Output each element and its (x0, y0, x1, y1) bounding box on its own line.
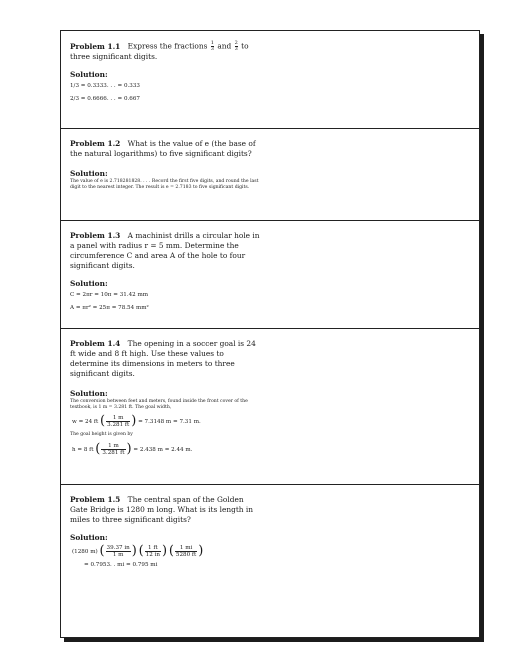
problem-statement: Problem 1.4 The opening in a soccer goal is 24 ft wide and 8 ft high. Use these values to determine its dimensions in meters to three significant digits. (70, 339, 256, 378)
solution-text: The conversion between feet and meters, found inside the front cover of the textbook, is 1 m = 3.281 ft. The goal width, (70, 399, 248, 411)
problem-statement: Problem 1.1 Express the fractions $\frac{1}{3}$ and $\frac{2}{3}$ to three significant digits. (70, 40, 249, 61)
equation-line: A = πr² = 25π = 78.54 mm² (70, 305, 149, 311)
solution-text: The goal height is given by (70, 432, 133, 438)
problem-1-1 (61, 31, 479, 129)
document-page (60, 30, 480, 638)
problem-1-5 (61, 485, 479, 637)
conversion-equation: (1280 m) ( $\frac{39.37 in}{1 m}$ ) ( $\frac{1 ft}{12 in}$ ) ( $\frac{1 mi}{5280 ft}$ ) (72, 543, 204, 559)
problem-label: Problem 1.3 (70, 231, 121, 240)
equation-line: C = 2πr = 10π = 31.42 mm (70, 292, 149, 298)
problem-label: Problem 1.1 (70, 41, 121, 51)
problem-1-2 (61, 129, 479, 221)
solution-heading: Solution: (70, 169, 108, 178)
problem-label: Problem 1.5 (70, 495, 121, 504)
fraction-two-thirds: $\frac{2}{3}$ (234, 40, 238, 52)
problem-1-4 (61, 329, 479, 485)
problem-1-3 (61, 221, 479, 329)
solution-heading: Solution: (70, 279, 108, 288)
fraction-one-third: $\frac{1}{3}$ (210, 40, 214, 52)
solution-heading: Solution: (70, 533, 108, 542)
solution-heading: Solution: (70, 70, 108, 79)
problem-label: Problem 1.4 (70, 339, 121, 348)
solution-heading: Solution: (70, 389, 108, 398)
equation-line: 2/3 = 0.6666. . . = 0.667 (70, 96, 140, 102)
solution-text: The value of e is 2.718281828. . . . Record the first five digits, and round the last digit to the nearest integer. The result is e = 2.7183 to five significant digits. (70, 179, 259, 191)
problem-statement: Problem 1.3 A machinist drills a circular hole in a panel with radius r = 5 mm. Determine the circumference C and area A of the hole to four significant digits. (70, 231, 260, 270)
equation-result: = 0.7953. . mi = 0.795 mi (84, 562, 158, 568)
width-equation: w = 24 ft ( $\frac{1 m}{3.281 ft}$ ) = 7.3148 m = 7.31 m. (72, 413, 201, 429)
equation-line: 1/3 = 0.3333. . . = 0.333 (70, 83, 140, 89)
problem-statement: Problem 1.5 The central span of the Golden Gate Bridge is 1280 m long. What is its length in miles to three significant digits? (70, 495, 254, 524)
problem-statement: Problem 1.2 What is the value of e (the base of the natural logarithms) to five significant digits? (70, 139, 256, 158)
height-equation: h = 8 ft ( $\frac{1 m}{3.281 ft}$ ) = 2.438 m = 2.44 m. (72, 441, 193, 457)
problem-label: Problem 1.2 (70, 139, 121, 148)
